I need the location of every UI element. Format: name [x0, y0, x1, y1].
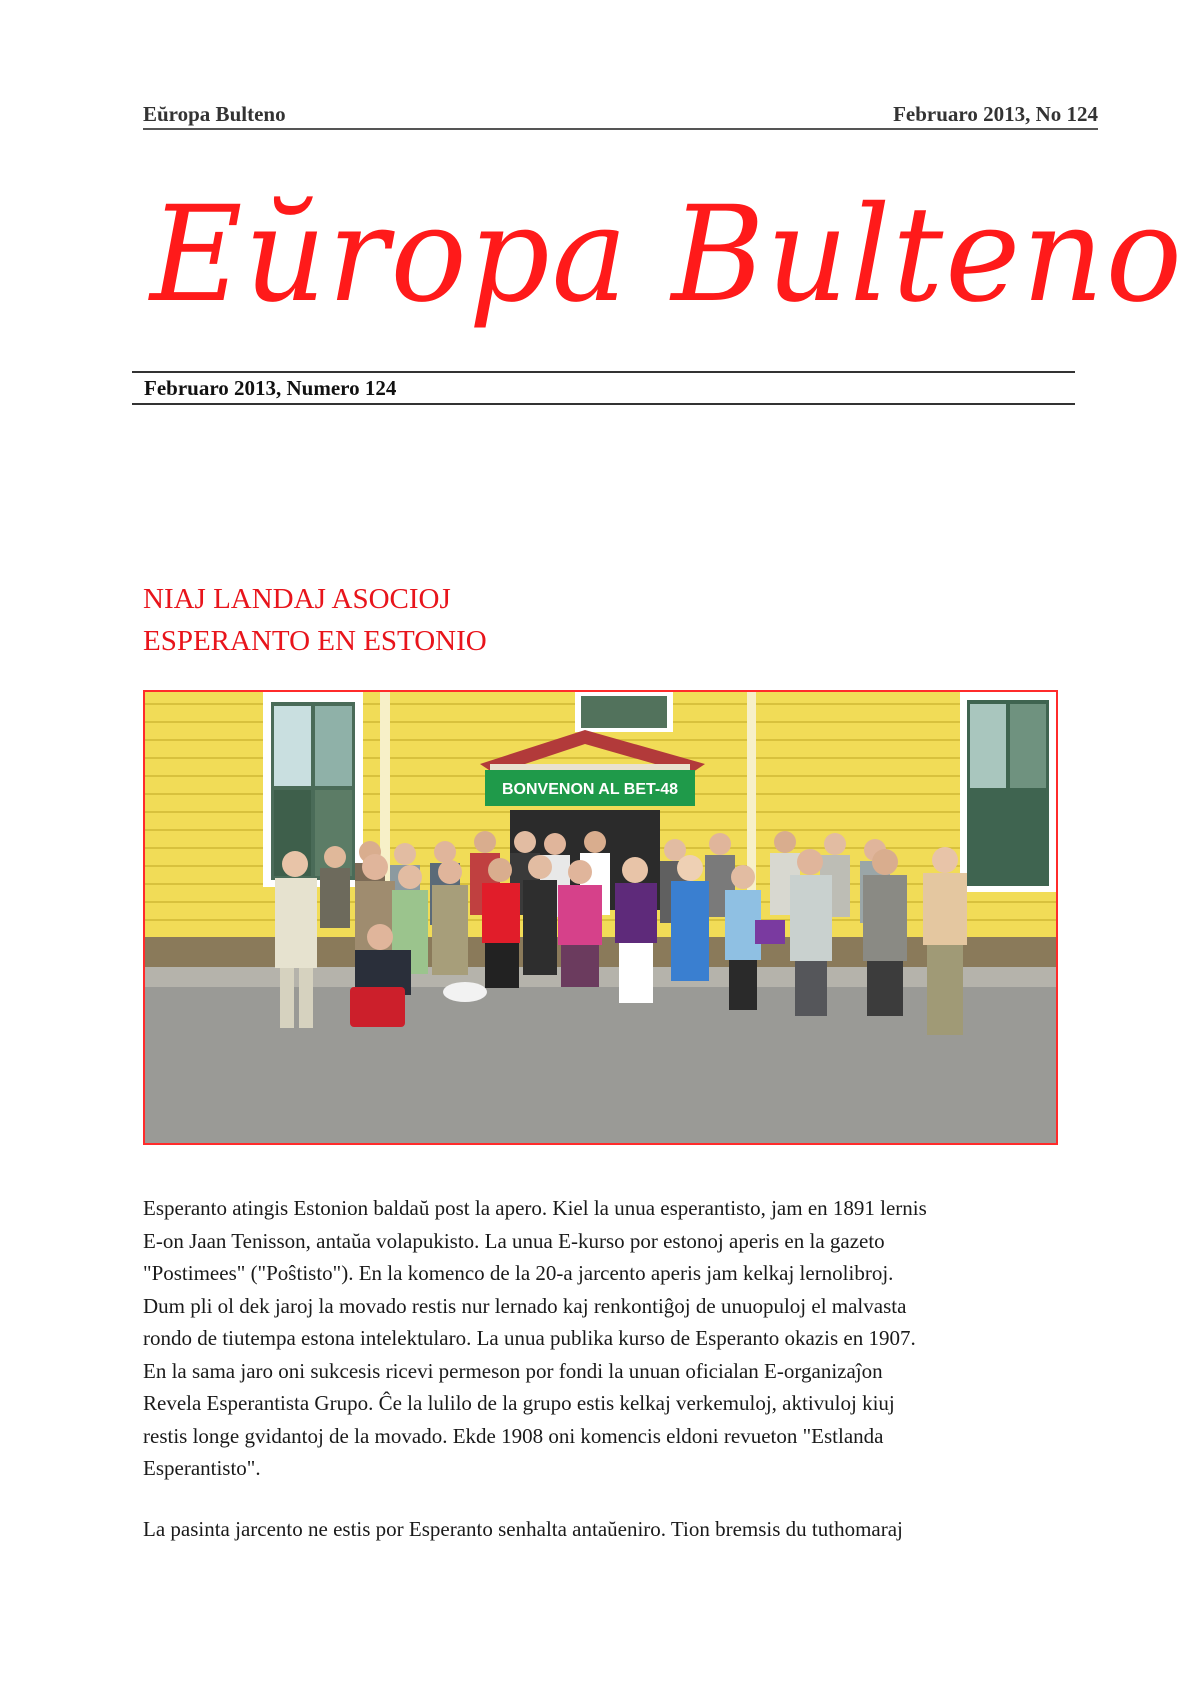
- article-title-line: ESPERANTO EN ESTONIO: [143, 625, 487, 657]
- paragraph-1: [143, 1192, 1073, 1485]
- header-issue-date: Februaro 2013, No 124: [893, 102, 1098, 126]
- text-line: Dum pli ol dek jaroj la movado restis nur lernado kaj renkontiĝoj de unuopuloj el malvasta: [143, 1293, 907, 1318]
- header-publication-name: Eŭropa Bulteno: [143, 102, 286, 126]
- running-header: [143, 100, 1098, 130]
- article-title-line: NIAJ LANDAJ ASOCIOJ: [143, 583, 451, 615]
- article-body: [143, 1192, 1073, 1573]
- group-photo: [143, 690, 1058, 1145]
- masthead-title: Eŭropa Bulteno: [150, 178, 1184, 332]
- text-line: La pasinta jarcento ne estis por Esperanto senhalta antaŭeniro. Tion bremsis du tuthomaraj: [143, 1516, 903, 1541]
- group-photo-illustration: [145, 692, 1056, 1143]
- text-line: En la sama jaro oni sukcesis ricevi permeson por fondi la unuan oficialan E-organizaĵon: [143, 1358, 883, 1383]
- text-line: E-on Jaan Tenisson, antaŭa volapukisto. La unua E-kurso por estonoj aperis en la gazeto: [143, 1228, 885, 1253]
- text-line: rondo de tiutempa estona intelektularo. La unua publika kurso de Esperanto okazis en 1907.: [143, 1326, 916, 1350]
- paragraph-2: [143, 1513, 1073, 1546]
- text-line: restis longe gvidantoj de la movado. Ekde 1908 oni komencis eldoni revueton "Estlanda: [143, 1423, 884, 1448]
- text-line: Esperanto atingis Estonion baldaŭ post la apero. Kiel la unua esperantisto, jam en 1891 lernis: [143, 1196, 927, 1220]
- text-line: "Postimees" ("Poŝtisto"). En la komenco de la 20-a jarcento aperis jam kelkaj lernolibroj.: [143, 1261, 894, 1285]
- issue-line: [132, 371, 1075, 405]
- text-line: Revela Esperantista Grupo. Ĉe la lulilo de la grupo estis kelkaj verkemuloj, aktivuloj kiuj: [143, 1391, 895, 1415]
- article-title: [143, 578, 1043, 662]
- welcome-banner-text: BONVENON AL BET-48: [501, 781, 679, 798]
- issue-label: Februaro 2013, Numero 124: [144, 376, 397, 400]
- text-line: Esperantisto".: [143, 1456, 261, 1480]
